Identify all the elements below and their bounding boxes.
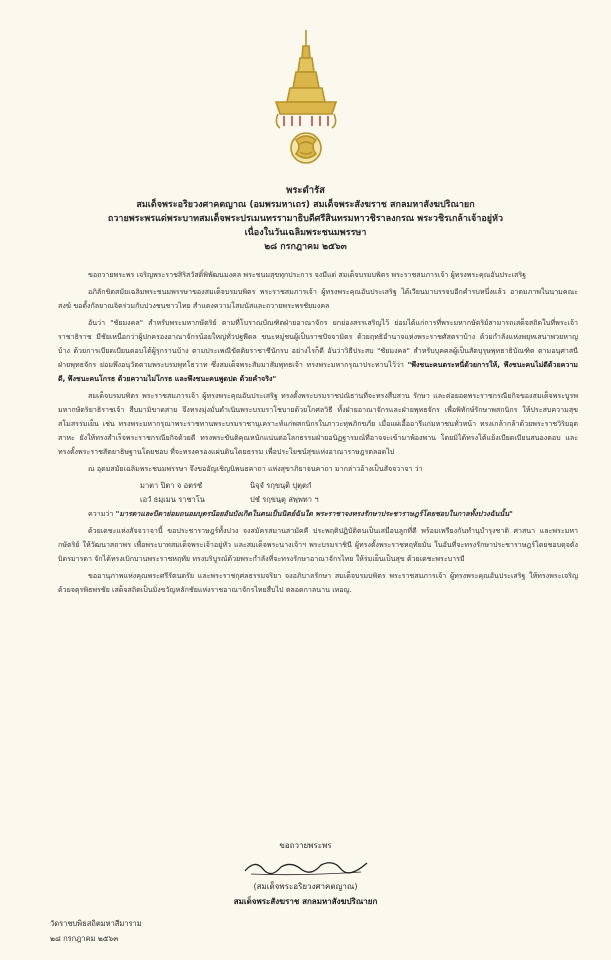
paragraph-7: ด้วยเดชะแห่งสัจจวาจานี้ ขอประชาราษฎร์ทั้งปวง จงสมัครสมานสามัคคี ประพฤติปฏิบัติตนเป็นเสมือนลูกที่ดี พร้อมเพรียงกันทำนุบำรุงชาติ ศาสนา และพระมหากษัตริย์ ให้วัฒนาสถาพร เพื่อพระบาทสมเด็จพระเจ้าอยู่หัว และสมเด็จพระนางเจ้าฯ พระบรมราชินี ผู้ทรงตั้งพระราชหฤทัยมั่น ในอันที่จะทรงรักษาประชาราษฎร์โดยชอบดุจดั่งบิดรมารดา จักได้ทรงเบิกบานพระราชหฤทัย ทรงบริบูรณ์ด้วยพระกำลังที่จะทรงรักษาอาณาจักรไทย ให้ร่มเย็นเป็นสุข ด้วยเดชะพระบารมี (58, 526, 578, 563)
signer-name: (สมเด็จพระอริยวงศาคตญาณ) (253, 882, 358, 891)
heading-line-2: ถวายพระพรแด่พระบาทสมเด็จพระปรเมนทรรามาธิบดีศรีสินทรมหาวชิราลงกรณ พระวชิรเกล้าเจ้าอยู่หัว (107, 214, 504, 224)
paragraph-3-text: อันว่า "ชัยมงคล" สำหรับพระมหากษัตริย์ ตามที่โบราณบัณฑิตฝ่ายอาณาจักร ยกย่องสรรเสริญไว้ ย่อมได้แก่การที่พระมหากษัตริย์สามารถเสด็จสถิตในที่พระเจ้าราชาธิราช มีชัยเหนือกว่าผู้ปกครองอาณาจักรน้อยใหญ่ทั่วปฐพีดล ขนะหมู่ชนผู้เป็นราชปัจจามิตร ด้วยฤทธิอำนาจแห่งพระราชศัสตราบ้าง ด้วยกำลังแห่งพยุหเสนาพวยหาญบ้าง ด้วยการเบียดเบียนตอบโต้ผู้รุกรานบ้าง ตามประเพณีขัตติยราชาชีนักรบ อย่างไรก็ดี อันว่าวิธีประสบ "ชัยมงคล" สำหรับบุคคลผู้เป็นสัตบุรุษพุทธาธิบัณฑิต ตามอนุศาสนีฝ่ายพุทธจักร ย่อมพึงอนุวัตตามพระบรมพุทโธวาท ซึ่งสมเด็จพระสัมมาสัมพุทธเจ้า ทรงพระมหากรุณาประทานไว้ว่า (58, 318, 578, 369)
paragraph-3-quote: "พึงชนะคนตระหนี่ด้วยการให้, พึงชนะคนไม่ดีด้วยความดี, พึงชนะคนโกรธ ด้วยความไม่โกรธ และพึงชนะคนพูดปด ด้วยคำจริง" (58, 360, 578, 383)
paragraph-1: ขอถวายพระพร เจริญพระราชสิริสวัสดิ์พิพัฒนมงคล พระชนมสุขทุกประการ จงมีแด่ สมเด็จบรมบพิตร พระราชสมภารเจ้า ผู้ทรงพระคุณอันประเสริฐ (88, 270, 527, 279)
heading-date: ๒๘ กรกฎาคม ๒๕๖๓ (264, 242, 347, 252)
heading-title: พระดำรัส (286, 185, 325, 196)
verse-block (140, 479, 578, 507)
paragraph-4: สมเด็จบรมบพิตร พระราชสมภารเจ้า ผู้ทรงพระคุณอันประเสริฐ ทรงตั้งพระบรมราชปณิธานที่จะทรงสืบสาน รักษา และต่อยอดพระราชกรณียกิจของสมเด็จพระบูรพมหากษัตริยาธิราชเจ้า สืบมามิขาดสาย จึงทรงมุ่งมั่นดำเนินพระบรมราโชบายด้วยโกศลวิธี ทั้งฝ่ายอาณาจักรและฝ่ายพุทธจักร เพื่อพิทักษ์รักษาพสกนิกร ให้ประสบความสุขสโมสรร่มเย็น เช่น ทรงพระมหากรุณาพระราชทานพระบรมราชานุเคราะห์แก่พสกนิกรในภาวะทุพภิกขภัย เมื่อแผ่เอื้ออารีแก่มหาชนทั่วหน้า ทรงเกล้ากล้าด้วยพระราชวิริยอุตสาหะ ยังให้ทรงสำเร็จพระราชกรณียกิจด้วยดี ทรงพระขันติคุณหนักแน่นต่อโลกธรรมฝ่ายอนิฏฐารมณ์ที่อาจจะเข้ามาพ้องพาน โดยมิได้ทรงโต้แย้งเบียดเบียนสนองตอบ และทรงตั้งพระราชสัตยาธิษฐานโดยชอบ ที่จะทรงครองแผ่นดินโดยธรรม เพื่อประโยชน์สุขแห่งอาณาราษฎรตลอดไป (58, 391, 578, 456)
paragraph-3 (58, 316, 578, 386)
verse-line-3: เอวํ ธมฺเมน ราชาโน (140, 495, 205, 504)
paragraph-8: ขออานุภาพแห่งคุณพระศรีรัตนตรัย และพระราชกุศลธรรมจริยา จงอภิบาลรักษา สมเด็จบรมบพิตร พระราชสมภารเจ้า ผู้ทรงพระคุณอันประเสริฐ ให้ทรงพระเจริญด้วยจตุรพิธพรชัย เสด็จสถิตเป็นมิ่งขวัญหลักชัยแห่งราชอาณาจักรไทยสืบไป ตลอดกาลนาน เทอญ. (58, 571, 578, 594)
verse-line-1: มาตา ปิตา จ อตรชํ (140, 481, 203, 490)
paragraph-6 (58, 507, 578, 521)
heading-line-3: เนื่องในวันเฉลิมพระชนมพรรษา (244, 228, 367, 238)
letter-body (58, 268, 578, 600)
paragraph-6-lead: ความว่า (88, 509, 114, 518)
letter-footer (50, 916, 142, 946)
paragraph-5: ณ อุดมสมัยเฉลิมพระชนมพรรษา จึงขออัญเชิญนิพนธคาถา แห่งสุขาภิยาจนคาถา มากล่าวอ้างเป็นสัจจวาจา ว่า (88, 464, 423, 473)
verse-line-4: ปชํ รกฺขนฺตุ สพฺพทา ฯ (250, 495, 319, 504)
closing-text: ขอถวายพระพร (279, 841, 332, 850)
paragraph-2: อภิลักขิตสมัยเฉลิมพระชนมพรรษาของสมเด็จบรมบพิตร พระราชสมภารเจ้า ผู้ทรงพระคุณอันประเสริฐ ได้เวียนมาบรรจบอีกคำรบหนึ่งแล้ว อาตมภาพในนามคณะสงฆ์ ขอตั้งกัลยาณจิตร่วมกับปวงชนชาวไทย สำแดงความโสมนัสและถวายพระพรชัยมงคล (58, 287, 578, 310)
signer-title: สมเด็จพระสังฆราช สกลมหาสังฆปริณายก (233, 897, 378, 906)
letter-heading (0, 184, 611, 254)
handwritten-signature-icon (241, 855, 371, 877)
signature-block (0, 838, 611, 909)
heading-line-1: สมเด็จพระอริยวงศาคตญาณ (อมพรมหาเถร) สมเด็จพระสังฆราช สกลมหาสังฆปริณายก (136, 200, 475, 210)
verse-line-2: นิจฺจํ รกฺขนฺติ ปุตฺตกํ (250, 481, 312, 490)
footer-date: ๒๘ กรกฎาคม ๒๕๖๓ (50, 934, 119, 943)
paragraph-6-quote: "มารดาและบิดาย่อมถนอมบุตรน้อยอันบังเกิดในตนเป็นนิตย์ฉันใด พระราชาจงทรงรักษาประชาราษฎร์โดยชอบในกาลทั้งปวงฉันนั้น" (115, 509, 513, 518)
royal-emblem-icon (270, 28, 342, 168)
footer-place: วัดราชบพิธสถิตมหาสีมาราม (50, 919, 142, 928)
